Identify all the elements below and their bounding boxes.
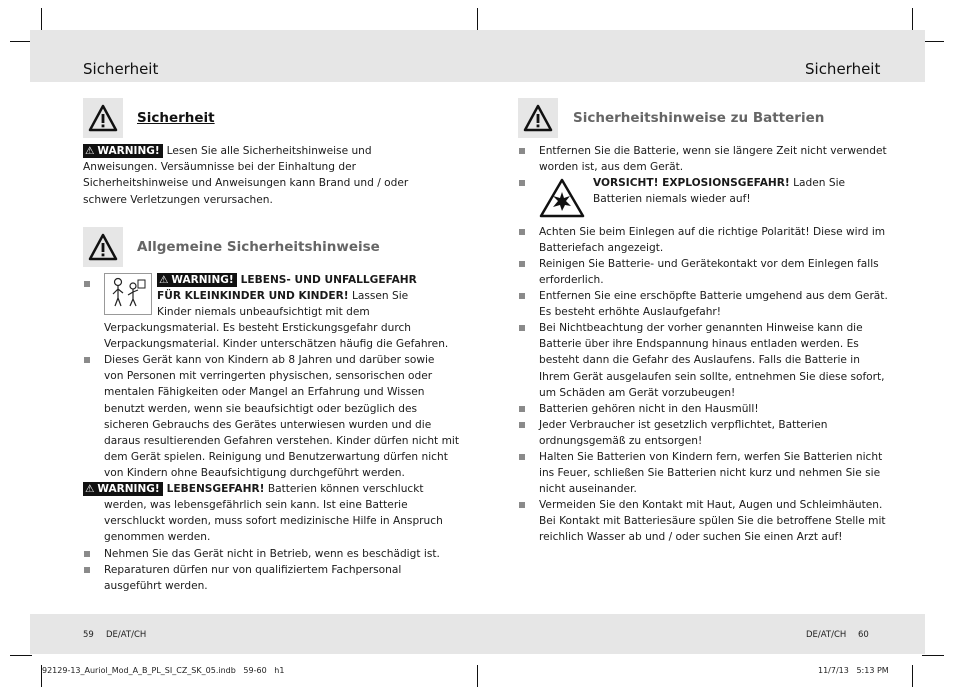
list-bullet: [519, 422, 525, 428]
child-hazard-warning-continued: Verpackungsmaterial. Es besteht Erstickungsgefahr durch Verpackungsmaterial. Kinder unterschätzen häufig die Gefahren.: [104, 322, 449, 351]
header-band: [30, 30, 925, 82]
list-item-exhausted-battery: Entfernen Sie eine erschöpfte Batterie umgehend aus dem Gerät. Es besteht erhöhte Auslaufgefahr!: [539, 290, 888, 319]
list-bullet: [84, 281, 90, 287]
footer-band: [30, 614, 925, 654]
warning-triangle-icon: ⚠: [159, 274, 169, 286]
crop-mark: [477, 8, 478, 30]
section-title-batteries: Sicherheitshinweise zu Batterien: [573, 110, 825, 126]
battery-swallow-warning: ⚠ WARNING! LEBENSGEFAHR! Batterien können verschluckt: [85, 483, 424, 495]
warning-badge: ⚠ WARNING!: [83, 144, 163, 158]
list-item-household-waste: Batterien gehören nicht in den Hausmüll!: [539, 403, 759, 415]
list-bullet: [519, 502, 525, 508]
explosion-warning: VORSICHT! EXPLOSIONSGEFAHR! Laden Sie Batterien niemals wieder auf!: [593, 177, 846, 206]
warning-badge: ⚠ WARNING!: [157, 273, 237, 287]
list-bullet: [519, 180, 525, 186]
list-item-polarity: Achten Sie beim Einlegen auf die richtige Polarität! Diese wird im Batteriefach angezeigt.: [539, 226, 886, 255]
list-bullet: [84, 551, 90, 557]
list-bullet: [519, 261, 525, 267]
child-hazard-warning: ⚠ WARNING! LEBENS- UND UNFALLGEFAHR FÜR KLEINKINDER UND KINDER! Lassen Sie Kinder niemals unbeaufsichtigt mit dem: [157, 274, 417, 319]
safety-intro-paragraph: ⚠ WARNING! Lesen Sie alle Sicherheitshinweise und Anweisungen. Versäumnisse bei der Einhaltung der Sicherheitshinweise und Anweisungen kann Brand und / oder schwere Verletzungen verursachen.: [83, 145, 409, 206]
list-item-repairs: Reparaturen dürfen nur von qualifiziertem Fachpersonal ausgeführt werden.: [104, 564, 402, 593]
list-bullet: [519, 406, 525, 412]
print-slug-file: 92129-13_Auriol_Mod_A_B_PL_SI_CZ_SK_05.indb 59-60 h1: [42, 666, 285, 675]
crop-mark: [477, 665, 478, 687]
explosion-hazard-icon: [539, 178, 585, 218]
page-title-right: Sicherheit: [805, 60, 881, 78]
list-item-clean-contacts: Reinigen Sie Batterie- und Gerätekontakt vor dem Einlegen falls erforderlich.: [539, 258, 879, 287]
page-number-right: 60: [858, 630, 869, 640]
warning-triangle-icon: ⚠: [85, 483, 95, 495]
crop-mark: [912, 8, 913, 30]
section-title-allgemeine: Allgemeine Sicherheitshinweise: [137, 239, 380, 255]
warning-badge: ⚠ WARNING!: [83, 482, 163, 496]
list-item-disposal: Jeder Verbraucher ist gesetzlich verpflichtet, Batterien ordnungsgemäß zu entsorgen!: [539, 419, 828, 448]
list-item-battery-remove: Entfernen Sie die Batterie, wenn sie längere Zeit nicht verwendet worden ist, aus dem Gerät.: [539, 145, 887, 174]
list-bullet: [519, 454, 525, 460]
warning-triangle-icon: [83, 227, 123, 267]
page-number-left: 59: [83, 630, 94, 640]
print-slug-date: 11/7/13 5:13 PM: [818, 666, 889, 675]
list-bullet: [519, 325, 525, 331]
section-title-sicherheit: Sicherheit: [137, 110, 215, 126]
list-item-children-usage: Dieses Gerät kann von Kindern ab 8 Jahren und darüber sowie von Personen mit verringerten physischen, sensorischen oder mentalen Fähigkeiten oder Mangel an Erfahrung und Wissen benutzt werden, wenn sie beaufsichtigt oder bezüglich des sicheren Gebrauchs des Gerätes unterwiesen wurden und die daraus resultierenden Gefahren verstehen. Kinder dürfen nicht mit dem Gerät spielen. Reinigung und Benutzerwartung dürfen nicht von Kindern ohne Beaufsichtigung durchgeführt werden.: [104, 354, 459, 480]
list-bullet: [519, 148, 525, 154]
list-bullet: [84, 567, 90, 573]
crop-mark: [922, 41, 944, 42]
warning-triangle-icon: [83, 98, 123, 138]
list-item-keep-away: Halten Sie Batterien von Kindern fern, werfen Sie Batterien nicht ins Feuer, schließen Sie Batterien nicht kurz und nehmen Sie sie nicht auseinander.: [539, 451, 883, 496]
warning-triangle-icon: ⚠: [85, 145, 95, 157]
battery-swallow-warning-continued: werden, was lebensgefährlich sein kann. Ist eine Batterie verschluckt worden, muss sofort medizinische Hilfe in Anspruch genommen werden.: [104, 499, 443, 544]
page-title-left: Sicherheit: [83, 60, 159, 78]
locale-right: DE/AT/CH: [806, 630, 847, 640]
child-packaging-hazard-icon: [104, 273, 152, 315]
locale-left: DE/AT/CH: [106, 630, 147, 640]
list-item-leakage: Bei Nichtbeachtung der vorher genannten Hinweise kann die Batterie über ihre Endspannung hinaus entladen werden. Es besteht dann die Gefahr des Auslaufens. Falls die Batterie in Ihrem Gerät ausgelaufen sein sollte, entnehmen Sie diese sofort, um Schäden am Gerät vorzubeugen!: [539, 322, 885, 399]
warning-triangle-icon: [518, 98, 558, 138]
crop-mark: [10, 41, 32, 42]
crop-mark: [41, 8, 42, 30]
list-item-skin-contact: Vermeiden Sie den Kontakt mit Haut, Augen und Schleimhäuten. Bei Kontakt mit Batteriesäure spülen Sie die betroffene Stelle mit reichlich Wasser ab und / oder suchen Sie einen Arzt auf!: [539, 499, 886, 544]
crop-mark: [922, 655, 944, 656]
list-bullet: [519, 293, 525, 299]
crop-mark: [10, 655, 32, 656]
list-bullet: [84, 357, 90, 363]
list-bullet: [519, 229, 525, 235]
list-item-damaged-device: Nehmen Sie das Gerät nicht in Betrieb, wenn es beschädigt ist.: [104, 548, 440, 560]
crop-mark: [912, 665, 913, 687]
